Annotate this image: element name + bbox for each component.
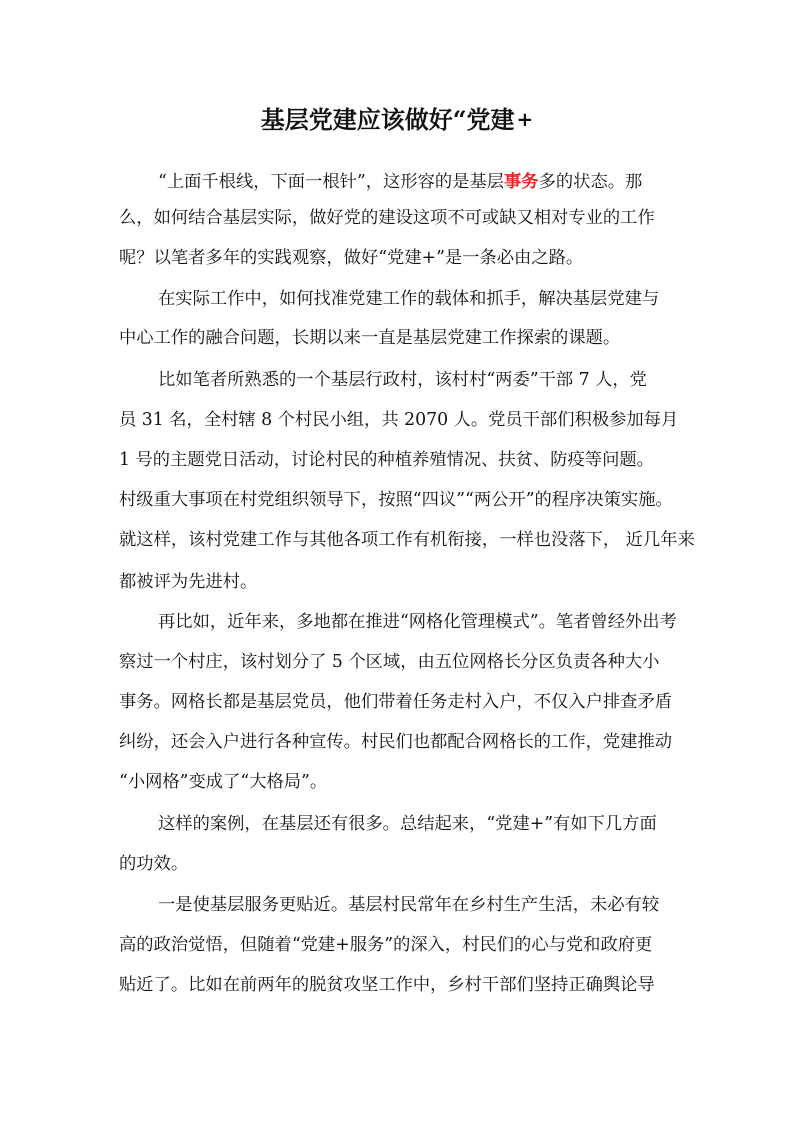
paragraph-line: 事务。网格长都是基层党员，他们带着任务走村入户，不仅入户排查矛盾	[119, 692, 673, 712]
highlighted-word: 事务	[504, 172, 539, 192]
paragraph-line: 察过一个村庄，该村划分了 5 个区域，由五位网格长分区负责各种大小	[119, 652, 660, 672]
paragraph-line: “小网格”变成了“大格局”。	[119, 772, 328, 792]
paragraph-line: 高的政治觉悟，但随着“党建+服务”的深入，村民们的心与党和政府更	[119, 935, 653, 955]
paragraph-line: 1 号的主题党日活动，讨论村民的种植养殖情况、扶贫、防疫等问题。	[119, 450, 654, 470]
paragraph-line: 再比如，近年来，多地都在推进“网格化管理模式”。笔者曾经外出考	[158, 612, 677, 632]
paragraph-line: “上面千根线，下面一根针”，这形容的是基层事务多的状态。那	[158, 172, 643, 192]
document-title	[0, 100, 794, 135]
paragraph-line: 都被评为先进村。	[119, 572, 258, 592]
paragraph-line: 员 31 名，全村辖 8 个村民小组，共 2070 人。党员干部们积极参加每月	[119, 410, 679, 430]
paragraph-line: 在实际工作中，如何找准党建工作的载体和抓手，解决基层党建与	[158, 289, 660, 309]
paragraph-line: 纠纷，还会入户进行各种宣传。村民们也都配合网格长的工作，党建推动	[119, 732, 673, 752]
paragraph-line: 就这样，该村党建工作与其他各项工作有机衔接，一样也没落下， 近几年来	[119, 530, 695, 550]
paragraph-line: 中心工作的融合问题，长期以来一直是基层党建工作探索的课题。	[119, 328, 621, 348]
paragraph-line: 的功效。	[119, 854, 189, 874]
title-trailing-glyph: +	[516, 107, 534, 131]
paragraph-line: 么，如何结合基层实际，做好党的建设这项不可或缺又相对专业的工作	[119, 208, 655, 228]
paragraph-line: 比如笔者所熟悉的一个基层行政村，该村村“两委”干部 7 人，党	[158, 370, 647, 390]
paragraph-line: 村级重大事项在村党组织领导下，按照“四议”“两公开”的程序决策实施。	[119, 490, 673, 510]
title-text: 基层党建应该做好“党建	[260, 105, 515, 134]
paragraph-line: 一是使基层服务更贴近。基层村民常年在乡村生产生活，未必有较	[158, 895, 660, 915]
paragraph-line: 这样的案例，在基层还有很多。总结起来，“党建+”有如下几方面	[158, 814, 657, 834]
paragraph-line: 呢？以笔者多年的实践观察，做好“党建+”是一条必由之路。	[119, 248, 584, 268]
paragraph-line: 贴近了。比如在前两年的脱贫攻坚工作中，乡村干部们坚持正确舆论导	[119, 975, 655, 995]
